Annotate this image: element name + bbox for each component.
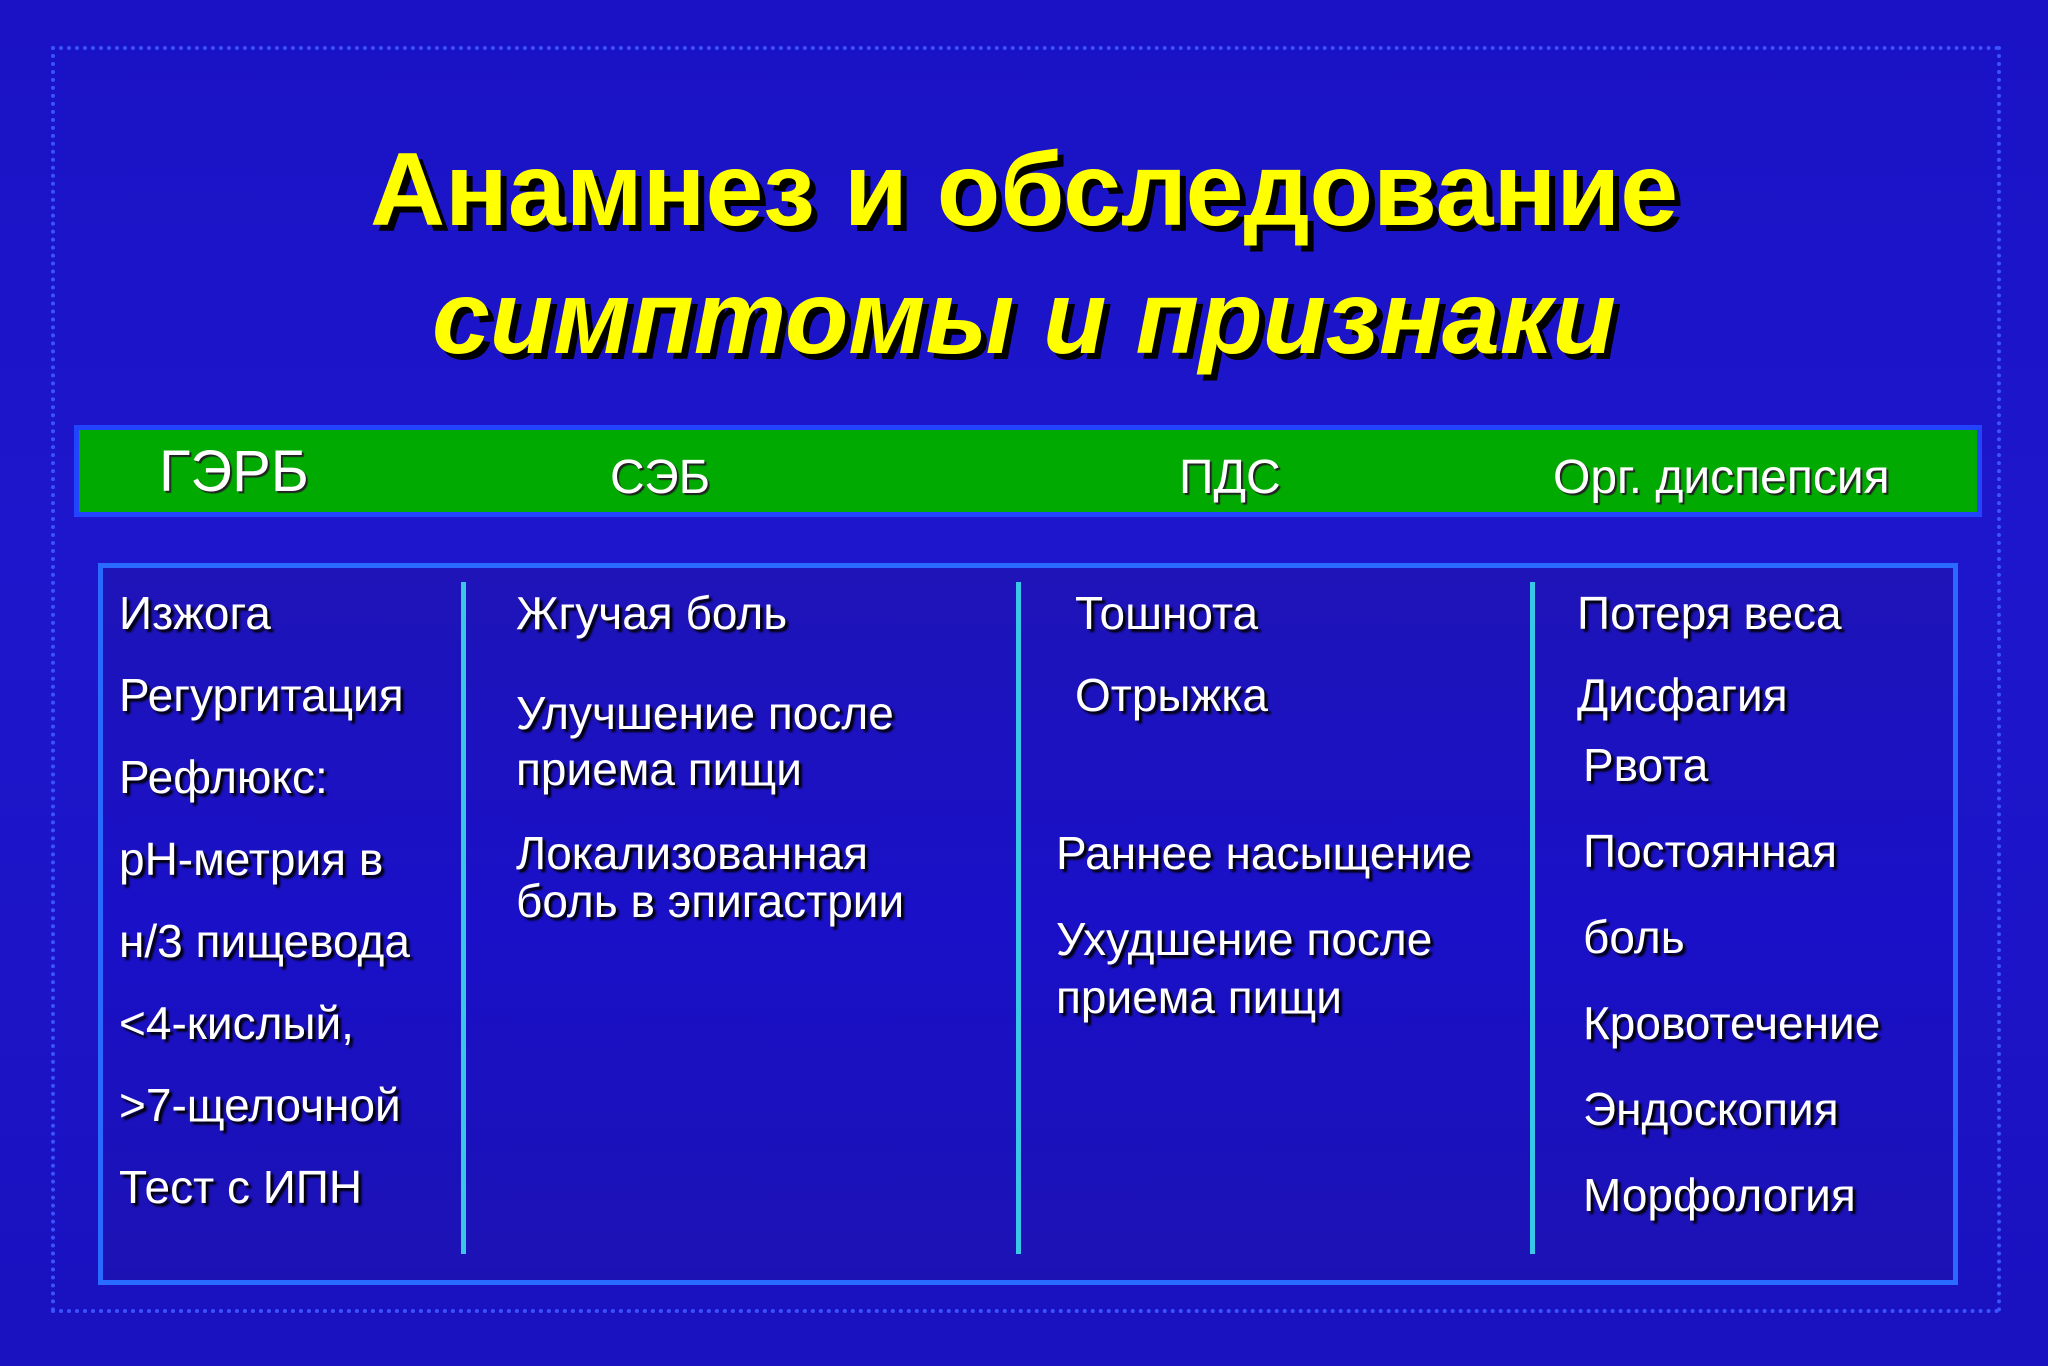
column-divider-3 [1530,582,1535,1254]
gerb-item: Регургитация [119,669,404,721]
symptoms-table [98,563,1958,1285]
seb-item: Локализованная [516,827,868,879]
gerb-item: pH-метрия в [119,833,384,885]
header-seb: СЭБ [610,451,711,504]
gerb-item: Рефлюкс: [119,751,328,803]
org-item: Постоянная [1583,825,1837,877]
column-divider-1 [461,582,466,1254]
pds-item: Тошнота [1075,587,1259,639]
org-item: Рвота [1583,739,1709,791]
column-header-bar [74,425,1982,517]
pds-item: Отрыжка [1075,669,1268,721]
seb-item: Улучшение после [516,687,894,739]
org-item: боль [1583,911,1685,963]
pds-item: Раннее насыщение [1056,827,1473,879]
org-item: Потеря веса [1577,587,1842,639]
gerb-item: н/3 пищевода [119,915,410,967]
column-divider-2 [1016,582,1021,1254]
header-org-dyspepsia: Орг. диспепсия [1553,451,1890,504]
slide-title [0,126,2048,382]
seb-item: боль в эпигастрии [516,875,905,927]
org-item: Дисфагия [1577,669,1788,721]
org-item: Морфология [1583,1169,1856,1221]
gerb-item: >7-щелочной [119,1079,401,1131]
title-line-2: симптомы и признаки [431,260,1617,376]
gerb-item: Изжога [119,587,271,639]
seb-item: Жгучая боль [516,587,788,639]
header-pds: ПДС [1179,451,1281,504]
gerb-item: Тест с ИПН [119,1161,363,1213]
pds-item: Ухудшение после [1056,913,1433,965]
title-line-1: Анамнез и обследование [369,132,1679,248]
pds-item: приема пищи [1056,971,1342,1023]
seb-item: приема пищи [516,743,802,795]
header-gerb: ГЭРБ [159,439,309,504]
org-item: Эндоскопия [1583,1083,1839,1135]
org-item: Кровотечение [1583,997,1881,1049]
gerb-item: <4-кислый, [119,997,354,1049]
